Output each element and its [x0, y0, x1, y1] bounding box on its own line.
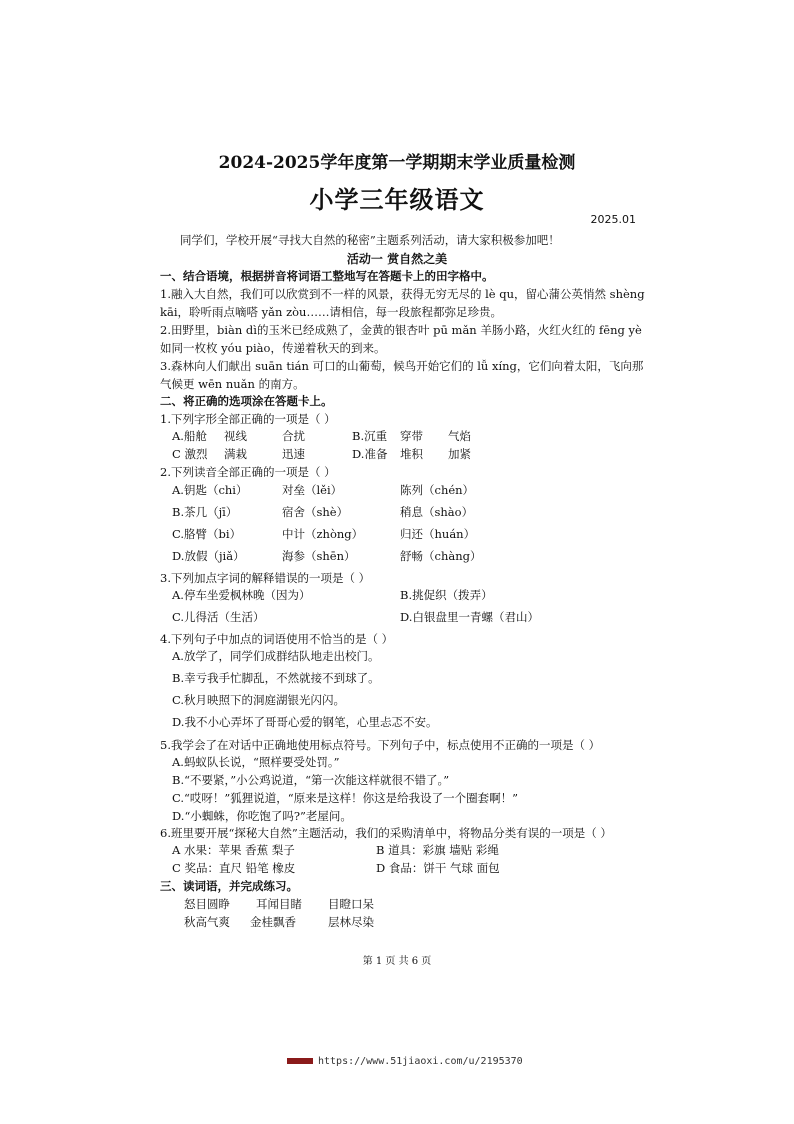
exam-subtitle: 小学三年级语文 — [309, 185, 485, 214]
q5-option: A.蚂蚁队长说，“照样要受处罚。” — [172, 755, 340, 769]
watermark-logo — [287, 1058, 313, 1064]
q5-option: B.“不要紧，”小公鸡说道，“第一次能这样就很不错了。” — [172, 773, 450, 787]
option-cell: 归还（huán） — [400, 527, 476, 541]
option-cell: A 水果：苹果 香蕉 梨子 — [172, 843, 295, 857]
part1-line: 2.田野里，biàn dì的玉米已经成熟了，金黄的银杏叶 pū mǎn 羊肠小路，火红火红的 fēng yè — [160, 323, 642, 337]
option-cell: C.胳臂（bi） — [172, 527, 242, 541]
part1-heading: 一、结合语境，根据拼音将词语工整地写在答题卡上的田字格中。 — [160, 269, 494, 283]
q2-stem: 2.下列读音全部正确的一项是（ ） — [160, 465, 336, 479]
option-cell: 海参（shēn） — [282, 549, 356, 563]
option-cell: 对垒（lěi） — [282, 483, 343, 497]
option-cell: 视线 — [224, 429, 247, 443]
option-cell: B.茶几（jī） — [172, 505, 238, 519]
word-cell: 金桂飘香 — [250, 915, 296, 929]
option-cell: 气焰 — [448, 429, 471, 443]
part1-line: 1.融入大自然，我们可以欣赏到不一样的风景，获得无穷无尽的 lè qu，留心蒲公英悄然 shèng — [160, 287, 645, 301]
exam-date: 2025.01 — [590, 213, 636, 226]
option-cell: 满栽 — [224, 447, 247, 461]
part3-heading: 三、读词语，并完成练习。 — [160, 879, 298, 893]
option-cell: C 奖品：直尺 铅笔 橡皮 — [172, 861, 296, 875]
option-cell: D 食品：饼干 气球 面包 — [376, 861, 500, 875]
q5-stem: 5.我学会了在对话中正确地使用标点符号。下列句子中，标点使用不正确的一项是（ ） — [160, 738, 601, 752]
option-cell: 中计（zhòng） — [282, 527, 364, 541]
word-cell: 耳闻目睹 — [256, 897, 302, 911]
q5-option: D.“小蜘蛛，你吃饱了吗?”老屋问。 — [172, 809, 352, 823]
exam-title: 2024-2025学年度第一学期期末学业质量检测 — [218, 153, 576, 173]
option-cell: C 激烈 — [172, 447, 208, 461]
part2-heading: 二、将正确的选项涂在答题卡上。 — [160, 394, 333, 408]
q4-option: B.幸亏我手忙脚乱，不然就接不到球了。 — [172, 671, 380, 685]
q1-stem: 1.下列字形全部正确的一项是（ ） — [160, 412, 336, 426]
option-cell: 堆积 — [400, 447, 423, 461]
q4-stem: 4.下列句子中加点的词语使用不恰当的是（ ） — [160, 632, 394, 646]
part1-line: kāi，聆听雨点嘀嗒 yǎn zòu……请相信，每一段旅程都弥足珍贵。 — [160, 305, 502, 319]
q3-stem: 3.下列加点字词的解释错误的一项是（ ） — [160, 571, 371, 585]
part1-line: 气候更 wēn nuǎn 的南方。 — [160, 377, 305, 391]
q5-option: C.“哎呀！”狐狸说道，“原来是这样！你这是给我设了一个圈套啊！” — [172, 791, 519, 805]
q4-option: A.放学了，同学们成群结队地走出校门。 — [172, 649, 380, 663]
option-cell: 宿舍（shè） — [282, 505, 349, 519]
watermark-url: https://www.51jiaoxi.com/u/2195370 — [318, 1056, 523, 1067]
part1-line: 如同一枚枚 yóu piào，传递着秋天的到来。 — [160, 341, 386, 355]
option-cell: A.停车坐爱枫林晚（因为） — [172, 588, 311, 602]
q6-stem: 6.班里要开展“探秘大自然”主题活动，我们的采购清单中，将物品分类有误的一项是（ ） — [160, 826, 612, 840]
option-cell: C.儿得活（生活） — [172, 610, 265, 624]
option-cell: 陈列（chén） — [400, 483, 475, 497]
part1-line: 3.森林向人们献出 suān tián 可口的山葡萄，候鸟开始它们的 lǚ xíng，它们向着太阳，飞向那 — [160, 359, 644, 373]
q4-option: D.我不小心弄坏了哥哥心爱的钢笔，心里忐忑不安。 — [172, 715, 438, 729]
option-cell: 加紧 — [448, 447, 471, 461]
option-cell: 穿带 — [400, 429, 423, 443]
activity-heading: 活动一 赏自然之美 — [346, 252, 448, 266]
option-cell: A.钥匙（chi） — [172, 483, 248, 497]
option-cell: B.沉重 — [352, 429, 388, 443]
word-cell: 目瞪口呆 — [328, 897, 374, 911]
option-cell: D.放假（jiǎ） — [172, 549, 245, 563]
word-cell: 层林尽染 — [328, 915, 374, 929]
option-cell: D.白银盘里一青螺（君山） — [400, 610, 539, 624]
option-cell: 合扰 — [282, 429, 305, 443]
intro-text: 同学们，学校开展“寻找大自然的秘密”主题系列活动，请大家积极参加吧！ — [180, 233, 560, 247]
option-cell: 稍息（shào） — [400, 505, 474, 519]
word-cell: 秋高气爽 — [184, 915, 230, 929]
option-cell: B 道具：彩旗 墙贴 彩绳 — [376, 843, 499, 857]
page-number: 第 1 页 共 6 页 — [362, 956, 432, 967]
watermark — [287, 1056, 523, 1067]
q4-option: C.秋月映照下的洞庭湖银光闪闪。 — [172, 693, 346, 707]
word-cell: 怒目圆睁 — [184, 897, 230, 911]
option-cell: B.挑促织（拨弄） — [400, 588, 493, 602]
option-cell: 迅速 — [282, 447, 305, 461]
option-cell: D.准备 — [352, 447, 388, 461]
option-cell: A.船舱 — [172, 429, 207, 443]
option-cell: 舒畅（chàng） — [400, 549, 482, 563]
